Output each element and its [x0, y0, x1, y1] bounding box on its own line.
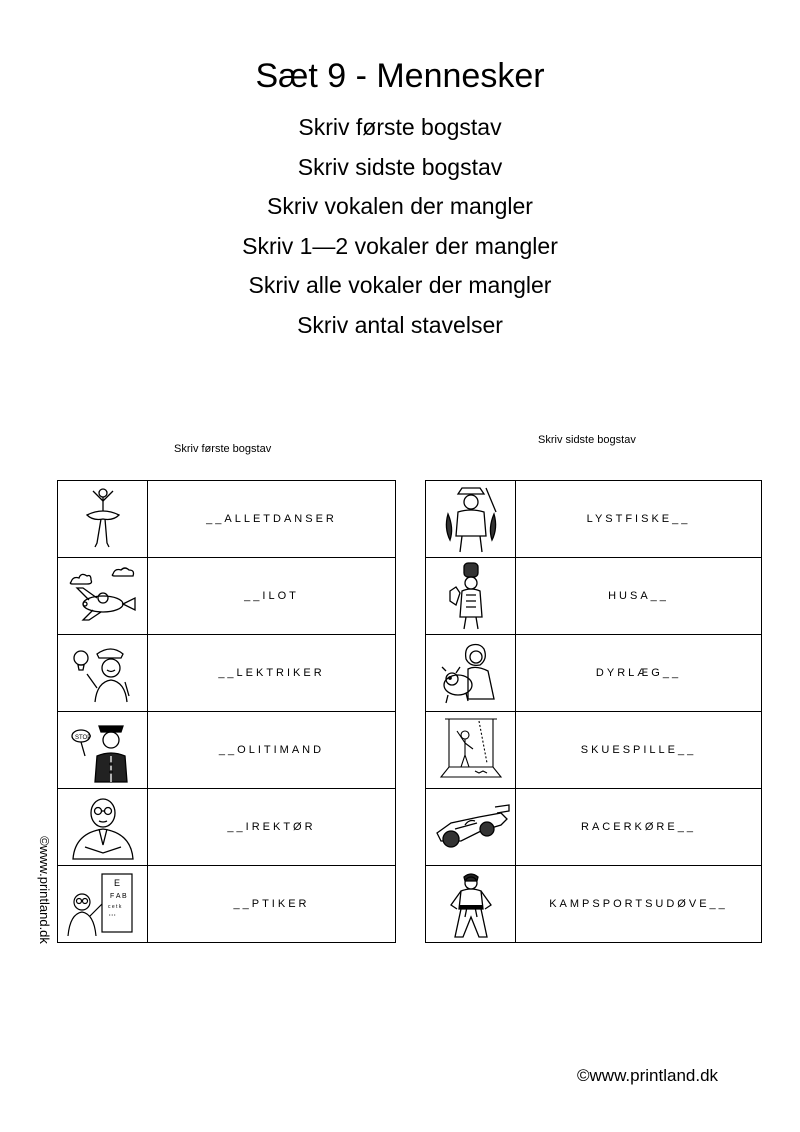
- martial-artist-icon: [443, 869, 499, 939]
- word-cell: __IREKTØR: [148, 789, 396, 866]
- picture-cell: [58, 481, 148, 558]
- ballerina-icon: [73, 485, 133, 553]
- pilot-airplane-icon: [63, 564, 143, 628]
- veterinarian-icon: [438, 639, 504, 707]
- instruction-list: [0, 108, 800, 345]
- svg-text:STOP: STOP: [74, 735, 91, 741]
- instruction-item: Skriv sidste bogstav: [297, 153, 503, 180]
- table-row: [58, 558, 396, 635]
- left-table-caption: Skriv første bogstav: [174, 443, 272, 455]
- table-row: [58, 635, 396, 712]
- table-row: [426, 789, 762, 866]
- table-row: [426, 558, 762, 635]
- fisherman-icon: [440, 484, 502, 554]
- actor-stage-icon: [435, 715, 507, 785]
- picture-cell: [58, 789, 148, 866]
- table-row: [426, 635, 762, 712]
- svg-text:E: E: [113, 878, 120, 888]
- svg-text:• • •: • • •: [108, 912, 115, 917]
- picture-cell: [58, 712, 148, 789]
- table-row: [58, 866, 396, 943]
- right-worksheet-table: [425, 480, 762, 943]
- picture-cell: [426, 635, 516, 712]
- table-row: [426, 712, 762, 789]
- word-cell: LYSTFISKE__: [516, 481, 762, 558]
- picture-cell: [426, 481, 516, 558]
- picture-cell: [58, 558, 148, 635]
- table-row: [58, 481, 396, 558]
- word-cell: __ALLETDANSER: [148, 481, 396, 558]
- word-cell: RACERKØRE__: [516, 789, 762, 866]
- picture-cell: [426, 789, 516, 866]
- right-table-caption: Skriv sidste bogstav: [538, 434, 636, 446]
- picture-cell: [58, 866, 148, 943]
- table-row: [426, 481, 762, 558]
- side-watermark: ©www.printland.dk: [37, 836, 52, 944]
- word-cell: __OLITIMAND: [148, 712, 396, 789]
- instruction-item: Skriv alle vokaler der mangler: [248, 272, 552, 298]
- table-row: [58, 789, 396, 866]
- hussar-icon: [446, 561, 496, 631]
- optician-icon: [66, 870, 140, 938]
- svg-text:c e t k: c e t k: [107, 904, 121, 910]
- svg-text:F A B: F A B: [109, 893, 127, 900]
- electrician-icon: [67, 640, 139, 706]
- picture-cell: [426, 712, 516, 789]
- instruction-item: Skriv første bogstav: [298, 114, 502, 140]
- page-title: Sæt 9 - Mennesker: [255, 57, 545, 95]
- instruction-item: Skriv 1—2 vokaler der mangler: [242, 232, 558, 259]
- word-cell: __LEKTRIKER: [148, 635, 396, 712]
- picture-cell: [426, 558, 516, 635]
- footer-copyright: ©www.printland.dk: [577, 1066, 719, 1085]
- word-cell: __ILOT: [148, 558, 396, 635]
- instruction-item: Skriv antal stavelser: [297, 311, 503, 338]
- word-cell: __PTIKER: [148, 866, 396, 943]
- word-cell: KAMPSPORTSUDØVE__: [516, 866, 762, 943]
- picture-cell: [58, 635, 148, 712]
- table-row: [58, 712, 396, 789]
- word-cell: DYRLÆG__: [516, 635, 762, 712]
- director-icon: [65, 793, 141, 861]
- race-car-icon: [431, 799, 511, 855]
- police-officer-icon: [67, 716, 139, 784]
- word-cell: SKUESPILLE__: [516, 712, 762, 789]
- picture-cell: [426, 866, 516, 943]
- left-worksheet-table: [57, 480, 396, 943]
- word-cell: HUSA__: [516, 558, 762, 635]
- table-row: [426, 866, 762, 943]
- instruction-item: Skriv vokalen der mangler: [267, 193, 533, 219]
